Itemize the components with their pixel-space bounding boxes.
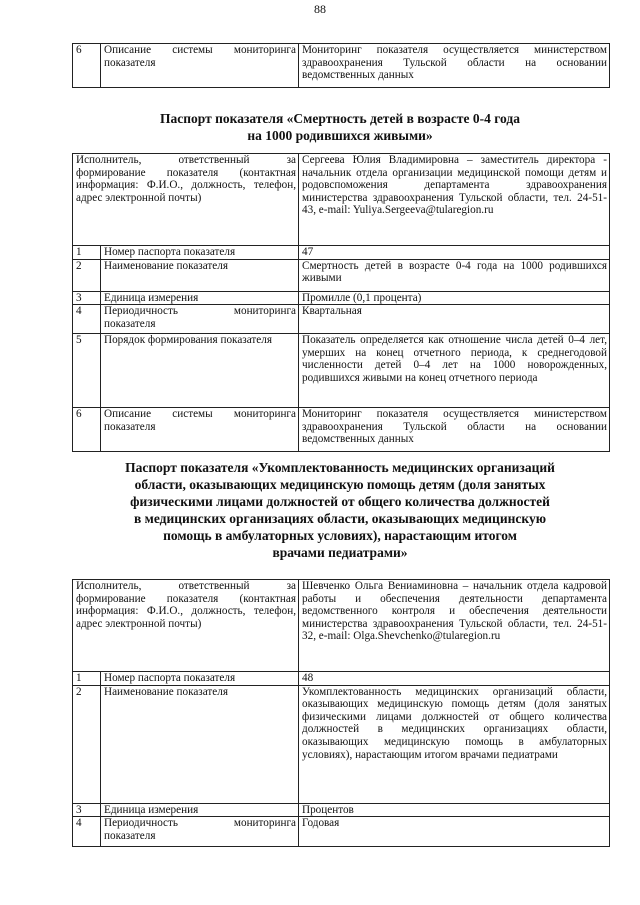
row-label: Порядок формирования показателя bbox=[101, 334, 299, 408]
passport-2-title-line: врачами педиатрами» bbox=[272, 545, 408, 560]
row-label: Описание системы мониторинга показателя bbox=[101, 408, 299, 452]
row-label: Периодичность мониторинга показателя bbox=[101, 305, 299, 334]
row-number: 1 bbox=[73, 246, 101, 260]
row-value: Промилле (0,1 процента) bbox=[299, 291, 610, 305]
row-number: 6 bbox=[73, 408, 101, 452]
table-row bbox=[73, 246, 610, 260]
row-number: 2 bbox=[73, 259, 101, 291]
table-row bbox=[73, 803, 610, 817]
row-value: Квартальная bbox=[299, 305, 610, 334]
row-number: 1 bbox=[73, 672, 101, 686]
executor-label: Исполнитель, ответственный за формирование показателя (контактная информация: Ф.И.О., должность, телефон, адрес электронной почты) bbox=[73, 580, 299, 672]
table-row bbox=[73, 672, 610, 686]
passport-1-title-line: на 1000 родившихся живыми» bbox=[247, 128, 433, 143]
table-row bbox=[73, 259, 610, 291]
passport-2-table bbox=[72, 579, 610, 847]
row-number: 2 bbox=[73, 685, 101, 803]
row-value: 48 bbox=[299, 672, 610, 686]
executor-label: Исполнитель, ответственный за формирование показателя (контактная информация: Ф.И.О., должность, телефон, адрес электронной почты) bbox=[73, 154, 299, 246]
row-value: Мониторинг показателя осуществляется министерством здравоохранения Тульской области на основании ведомственных данных bbox=[299, 408, 610, 452]
table-row bbox=[73, 817, 610, 847]
page-number: 88 bbox=[314, 2, 326, 16]
row-label: Номер паспорта показателя bbox=[101, 246, 299, 260]
row-number: 3 bbox=[73, 291, 101, 305]
row-value: Укомплектованность медицинских организаций области, оказывающих медицинскую помощь детям (доля занятых физическими лицами должностей от общего количества должностей в медицинских организациях области, оказывающих медицинскую помощь в амбулаторных условиях), нарастающим итогом врачами педиатрами bbox=[299, 685, 610, 803]
row-label: Периодичность мониторинга показателя bbox=[101, 817, 299, 847]
executor-value: Сергеева Юлия Владимировна – заместитель директора - начальник отдела организации медицинской помощи детям и родовспоможения департамента здравоохранения министерства здравоохранения Тульской области, тел. 24-51-43, e-mail: Yuliya.Sergeeva@tularegion.ru bbox=[299, 154, 610, 246]
passport-1-title bbox=[60, 110, 620, 144]
row-value: Показатель определяется как отношение числа детей 0–4 лет, умерших на конец отчетного периода, к среднегодовой численности детей 0–4 лет на 1000 новорожденных, родившихся живыми на конец отчетного периода bbox=[299, 334, 610, 408]
table-row bbox=[73, 305, 610, 334]
top-continuation-table bbox=[72, 43, 610, 88]
table-row bbox=[73, 334, 610, 408]
row-value: Процентов bbox=[299, 803, 610, 817]
row-value: Смертность детей в возрасте 0-4 года на 1000 родившихся живыми bbox=[299, 259, 610, 291]
table-row bbox=[73, 580, 610, 672]
executor-value: Шевченко Ольга Вениаминовна – начальник отдела кадровой работы и обеспечения деятельности департамента ведомственного контроля и обеспечения деятельности министерства здравоохранения Тульской области, тел. 24-51-32, e-mail: Olga.Shevchenko@tularegion.ru bbox=[299, 580, 610, 672]
passport-2-title-line: в медицинских организациях области, оказывающих медицинскую bbox=[133, 511, 547, 526]
passport-2-title-line: физическими лицами должностей от общего количества должностей bbox=[130, 494, 550, 509]
passport-2-title bbox=[60, 459, 620, 561]
passport-1-title-line: Паспорт показателя «Смертность детей в возрасте 0-4 года bbox=[160, 111, 520, 126]
passport-2-title-line: Паспорт показателя «Укомплектованность медицинских организаций bbox=[125, 460, 555, 475]
row-value: Мониторинг показателя осуществляется министерством здравоохранения Тульской области на основании ведомственных данных bbox=[299, 44, 610, 88]
passport-2-title-line: помощь в амбулаторных условиях), нарастающим итогом bbox=[163, 528, 517, 543]
table-row bbox=[73, 408, 610, 452]
row-label: Номер паспорта показателя bbox=[101, 672, 299, 686]
row-number: 5 bbox=[73, 334, 101, 408]
table-row bbox=[73, 44, 610, 88]
passport-1-table bbox=[72, 153, 610, 452]
table-row bbox=[73, 685, 610, 803]
row-number: 6 bbox=[73, 44, 101, 88]
row-value: 47 bbox=[299, 246, 610, 260]
row-value: Годовая bbox=[299, 817, 610, 847]
row-label: Наименование показателя bbox=[101, 685, 299, 803]
row-label: Наименование показателя bbox=[101, 259, 299, 291]
row-number: 3 bbox=[73, 803, 101, 817]
row-label: Описание системы мониторинга показателя bbox=[101, 44, 299, 88]
row-number: 4 bbox=[73, 305, 101, 334]
row-number: 4 bbox=[73, 817, 101, 847]
row-label: Единица измерения bbox=[101, 291, 299, 305]
passport-2-title-line: области, оказывающих медицинскую помощь детям (доля занятых bbox=[134, 477, 546, 492]
row-label: Единица измерения bbox=[101, 803, 299, 817]
table-row bbox=[73, 291, 610, 305]
table-row bbox=[73, 154, 610, 246]
